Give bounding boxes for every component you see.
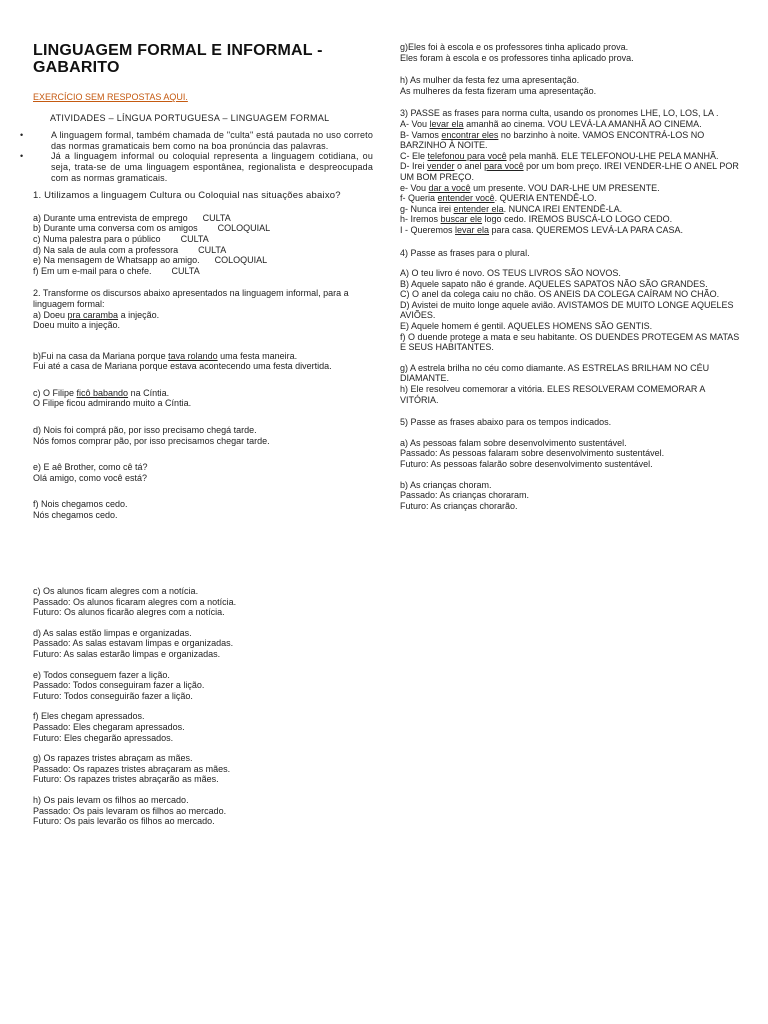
- page-title: LINGUAGEM FORMAL E INFORMAL - GABARITO: [33, 42, 323, 76]
- q1-item: c) Numa palestra para o público CULTA: [33, 233, 209, 244]
- q1-item: e) Na mensagem de Whatsapp ao amigo. COLOQUIAL: [33, 255, 268, 266]
- q3-section: 3) PASSE as frases para norma culta, usando os pronomes LHE, LO, LOS, LA . A- Vou levar ela amanhã ao cinema. VOU LEVÁ-LA AMANHÃ AO CINEMA. B- Vamos encontrar eles no barzinho à noite. VAMOS ENCONTRÁ-LOS NO BARZINHO À NOITE. C- Ele telefonou para você pela manhã. ELE TELEFONOU-LHE PELA MANHÃ. D- Irei vender o anel para você por um bom preço. IREI VENDER-LHE O ANEL POR UM BOM PREÇO. e- Vou dar a você um presente. VOU DAR-LHE UM PRESENTE. f- Queria entender você. QUERIA ENTENDÊ-LO. g- Nunca irei entender ela. NUNCA IREI ENTENDÊ-LA. h- Iremos buscar ele logo cedo. IREMOS BUSCÁ-LO LOGO CEDO. I - Queremos levar ela para casa. QUEREMOS LEVÁ-LA PARA CASA.: [400, 108, 739, 235]
- bullet-informal: • Já a linguagem informal ou coloquial representa a linguagem cotidiana, ou seja, trata-se de uma linguagem espontânea, regionalista e despreocupada com as normas gramaticais.: [33, 151, 373, 183]
- q2-d: d) Nois foi comprá pão, por isso precisamo chegá tarde. Nós fomos comprar pão, por isso precisamos chegar tarde.: [33, 425, 270, 446]
- q5-e: e) Todos conseguem fazer a lição. Passado: Todos conseguiram fazer a lição. Futuro: Todos conseguirão fazer a lição.: [33, 669, 205, 701]
- q2-h: h) As mulher da festa fez uma apresentação. As mulheres da festa fizeram uma apresentação.: [400, 75, 597, 96]
- q2-b: b)Fui na casa da Mariana porque tava rolando uma festa maneira. Fui até a casa de Mariana porque estava acontecendo uma festa divertida.: [33, 350, 332, 372]
- q2-heading: 2. Transforme os discursos abaixo apresentados na linguagem informal, para a linguagem formal:: [33, 288, 349, 309]
- q5-a: a) As pessoas falam sobre desenvolvimento sustentável. Passado: As pessoas falaram sobre desenvolvimento sustentável. Futuro: As pessoas falarão sobre desenvolvimento sustentável.: [400, 437, 665, 469]
- right-column: [400, 42, 740, 521]
- q3-heading: 3) PASSE as frases para norma culta, usando os pronomes LHE, LO, LOS, LA .: [400, 108, 719, 119]
- q1-item: d) Na sala de aula com a professora CULTA: [33, 244, 227, 255]
- bullet-formal: • A linguagem formal, também chamada de "culta" está pautada no uso correto das normas gramaticais bem como na boa pronúncia das palavras.: [33, 130, 373, 151]
- left-column: [33, 42, 373, 531]
- q5-d: d) As salas estão limpas e organizadas. Passado: As salas estavam limpas e organizadas. Futuro: As salas estarão limpas e organizadas.: [33, 627, 234, 659]
- q5-h: h) Os pais levam os filhos ao mercado. Passado: Os pais levaram os filhos ao mercado. Futuro: Os pais levarão os filhos ao mercado.: [33, 794, 227, 827]
- q5-g: g) Os rapazes tristes abraçam as mães. Passado: Os rapazes tristes abraçaram as mães. Futuro: Os rapazes tristes abraçarão as mães.: [33, 753, 231, 785]
- q1-item: b) Durante uma conversa com os amigos COLOQUIAL: [33, 223, 271, 234]
- q5-heading: 5) Passe as frases abaixo para os tempos indicados.: [400, 417, 612, 428]
- bottom-column: [33, 586, 373, 837]
- intro-bullets: [33, 130, 373, 183]
- q1-item: a) Durante uma entrevista de emprego CULTA: [33, 212, 231, 223]
- q5-b: b) As crianças choram. Passado: As crianças choraram. Futuro: As crianças chorarão.: [400, 479, 530, 511]
- q2-e: e) E aê Brother, como cê tá? Olá amigo, como você está?: [33, 462, 148, 483]
- q2-a: a) Doeu pra caramba a injeção. Doeu muito a injeção.: [33, 309, 160, 331]
- q1-list: [33, 213, 373, 277]
- q5-c: c) Os alunos ficam alegres com a notícia. Passado: Os alunos ficaram alegres com a notícia. Futuro: Os alunos ficarão alegres com a notícia.: [33, 586, 237, 618]
- q1-item: f) Em um e-mail para o chefe. CULTA: [33, 265, 200, 276]
- q2-c: c) O Filipe ficô babando na Cíntia. O Filipe ficou admirando muito a Cíntia.: [33, 387, 192, 409]
- q2-g: g)Eles foi à escola e os professores tinha aplicado prova. Eles foram à escola e os professores tinha aplicado prova.: [400, 42, 634, 63]
- q2-f: f) Nois chegamos cedo. Nós chegamos cedo.: [33, 499, 128, 521]
- q1-heading: 1. Utilizamos a linguagem Cultura ou Coloquial nas situações abaixo?: [33, 190, 341, 202]
- q4-list: A) O teu livro é novo. OS TEUS LIVROS SÃO NOVOS. B) Aquele sapato não é grande. AQUELES SAPATOS NÃO SÃO GRANDES. C) O anel da colega caiu no chão. OS ANEIS DA COLEGA CAÍRAM NO CHÃO. D) Avistei de muito longe aquele avião. AVISTAMOS DE MUITO LONGE AQUELES AVIÕES. E) Aquele homem é gentil. AQUELES HOMENS SÃO GENTIS. f) O duende protege a mata e seu habitante. OS DUENDES PROTEGEM AS MATAS E SEUS HABITANTES.: [400, 268, 740, 353]
- q4-heading: 4) Passe as frases para o plural.: [400, 247, 530, 258]
- exercise-link[interactable]: EXERCÍCIO SEM RESPOSTAS AQUI.: [33, 92, 188, 102]
- q5-f: f) Eles chegam apressados. Passado: Eles chegaram apressados. Futuro: Eles chegarão apressados.: [33, 711, 185, 743]
- q4-g: g) A estrela brilha no céu como diamante. AS ESTRELAS BRILHAM NO CÉU DIAMANTE. h) Ele resolveu comemorar a vitória. ELES RESOLVERAM COMEMORAR A VITÓRIA.: [400, 362, 710, 405]
- activities-subtitle: ATIVIDADES – LÍNGUA PORTUGUESA – LINGUAGEM FORMAL: [50, 112, 330, 123]
